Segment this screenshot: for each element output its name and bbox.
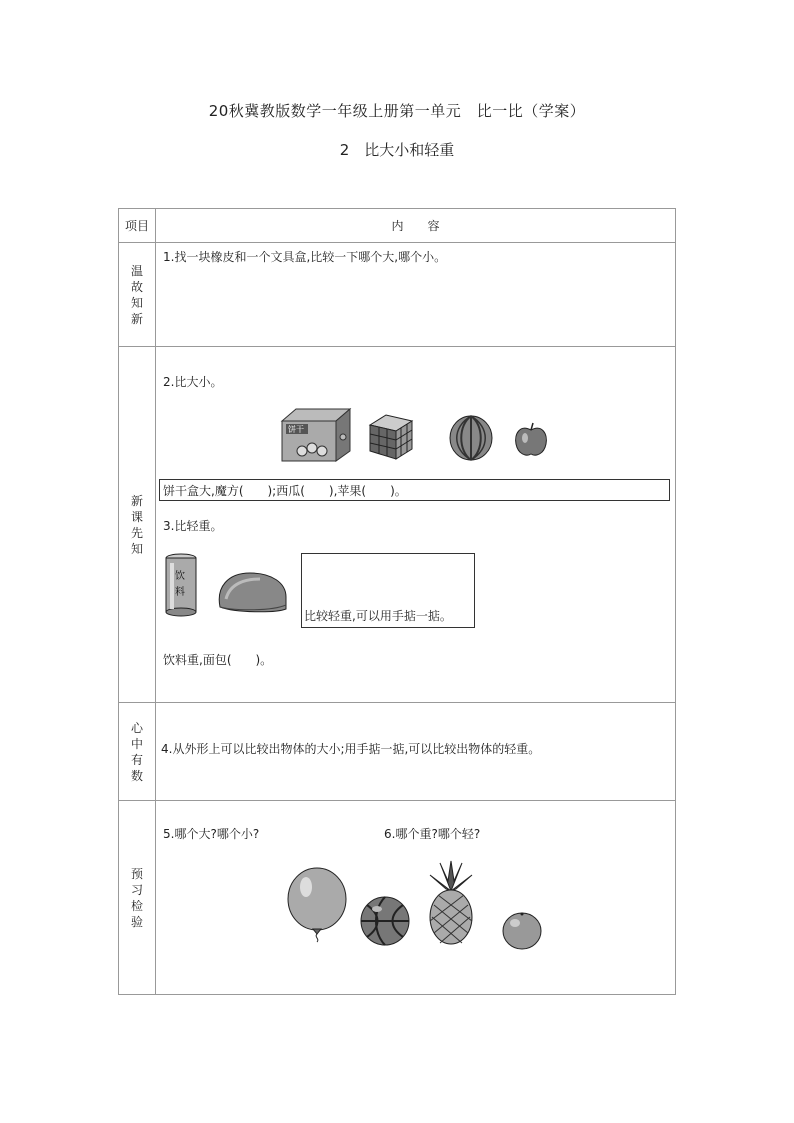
page-subtitle: 2 比大小和轻重: [339, 141, 455, 159]
question-2-answer: 饼干盒大,魔方( );西瓜( ),苹果( )。: [163, 484, 407, 498]
question-2-title: 2.比大小。: [163, 375, 223, 389]
section-new-lesson: [119, 347, 676, 703]
orange-icon: [501, 911, 543, 951]
apple-icon: [514, 422, 548, 458]
section-label-review: 温 故 知 新: [119, 243, 156, 347]
question-5: 5.哪个大?哪个小?: [163, 827, 260, 841]
section-content-review: [156, 243, 676, 347]
svg-text:饼干: 饼干: [288, 425, 304, 434]
section-content-summary: [156, 703, 676, 801]
section-review: [119, 243, 676, 347]
section-label-new-lesson: 新 课 先 知: [119, 347, 156, 703]
section-content-new-lesson: [156, 347, 676, 703]
section-preview-check: [119, 801, 676, 995]
watermelon-icon: [448, 413, 494, 461]
question-6: 6.哪个重?哪个轻?: [384, 827, 481, 841]
bread-icon: [216, 569, 288, 615]
basketball-icon: [359, 895, 411, 947]
rubiks-cube-icon: [368, 413, 414, 461]
header-row: [119, 209, 676, 243]
drink-can-icon: [164, 553, 198, 617]
section-summary: [119, 703, 676, 801]
question-3-note: 比较轻重,可以用手掂一掂。: [304, 609, 452, 623]
worksheet-table: [118, 208, 676, 995]
biscuit-box-icon: [280, 407, 352, 462]
svg-text:饮: 饮: [175, 571, 185, 582]
svg-text:料: 料: [175, 587, 185, 598]
header-content: 内 容: [156, 209, 676, 243]
question-3-answer: 饮料重,面包( )。: [163, 653, 273, 667]
question-1: 1.找一块橡皮和一个文具盒,比较一下哪个大,哪个小。: [163, 250, 447, 264]
section-label-preview-check: 预 习 检 验: [119, 801, 156, 995]
balloon-icon: [286, 867, 348, 943]
question-4: 4.从外形上可以比较出物体的大小;用手掂一掂,可以比较出物体的轻重。: [161, 742, 541, 756]
page-title: 20秋冀教版数学一年级上册第一单元 比一比（学案）: [208, 102, 586, 120]
section-content-preview-check: [156, 801, 676, 995]
section-label-summary: 心 中 有 数: [119, 703, 156, 801]
header-label: 项目: [119, 209, 156, 243]
question-3-title: 3.比轻重。: [163, 519, 223, 533]
pineapple-icon: [426, 861, 476, 945]
